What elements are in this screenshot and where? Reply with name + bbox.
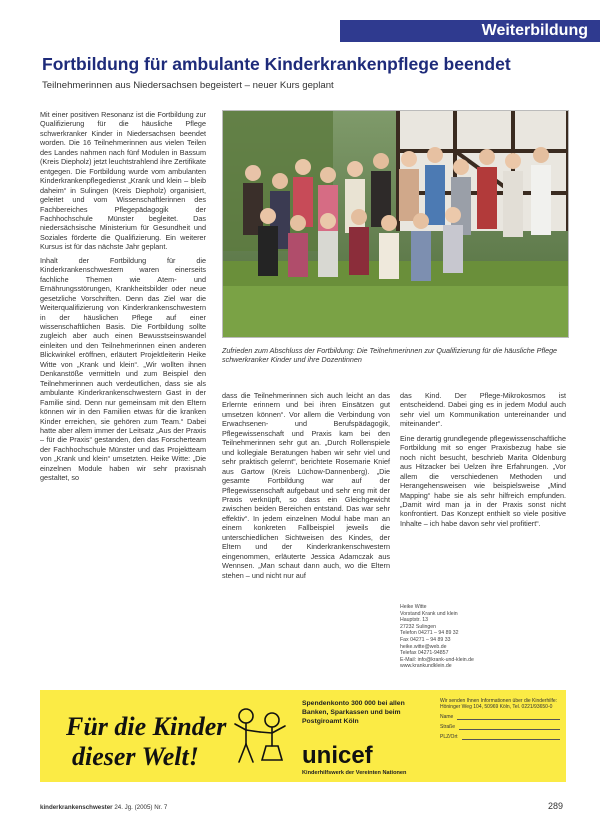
footer-journal [40, 804, 167, 811]
contact-line: E-Mail: info@krank-und-klein.de [400, 656, 474, 663]
coupon-field-city: PLZ/Ort [440, 730, 560, 740]
ad-slogan: dieser Welt! [72, 742, 199, 771]
coupon-field-name: Name [440, 710, 560, 720]
article-column-3 [400, 391, 566, 528]
photo-caption: Zufrieden zum Abschluss der Fortbildung: Die Teilnehmerinnen zur Qualifizierung für die häusliche Pflege schwerkranker Kinder und ihre Dozentinnen [222, 346, 558, 365]
body-paragraph: Eine derartig grundlegende pflegewissenschaftliche Fortbildung mit so enger Praxisbezug habe sie noch nicht besucht, beschrieb Marita Oldenburg aus Hitzacker bei Uelzen ihre Erfahrungen. „Vor allem die verschiedenen Methoden und Herangehensweisen wie beispielsweise „Mind Mapping“ habe sie als sehr hilfreich empfunden. „Damit wird man ja in der Praxis sonst nicht konfrontiert. Das Konzept enthielt so viele positive Inhalte – ich habe davon sehr viel profitiert“. [400, 433, 566, 528]
journal-name: kinderkrankenschwester [40, 804, 113, 811]
contact-line: Hauptstr. 13 [400, 617, 428, 624]
unicef-advertisement [40, 690, 566, 782]
section-label: Weiterbildung [340, 20, 600, 42]
contact-line: 27232 Sulingen [400, 623, 437, 630]
contact-line: heike.witte@web.de [400, 643, 447, 650]
page-number: 289 [548, 801, 564, 811]
article-subheadline: Teilnehmerinnen aus Niedersachsen begeistert – neuer Kurs geplant [42, 80, 334, 91]
coupon-intro: Wir senden Ihnen Informationen über die Kinderhilfe: Höninger Weg 104, 50969 Köln, Tel. 0221/93650-0 [440, 698, 558, 711]
coupon-form [440, 698, 560, 740]
contact-line: Vorstand Krank und klein [400, 610, 458, 617]
body-paragraph: Inhalt der Fortbildung für die Kinderkrankenschwestern waren einerseits fachliche Themen wie Atem- und Ernährungsstörungen, Krankheitsbilder oder neue gesetzliche Vorschriften. Denn das Ziel war die Weiterqualifizierung von Kinderkrankenschwestern in der häuslichen Pflege auf einer wissenschaftlichen Basis. Die Fortbildung sollte zugleich aber auch einen Bewusstseinswandel einleiten und den Teilnehmerinnen einen anderen Blickwinkel eröffnen, erläutert Projektleiterin Heike Witte von „Krank und klein“. „Wir wollten ihnen Denkanstöße vermitteln und zum Beispiel den Teilnehmerinnen auch verdeutlichen, dass sie als ambulante Kinderkrankenschwestern Gast in der Familie sind. Denn nur gemeinsam mit den Eltern können wir in den Familien etwas für die kranken Kinder erreichen, sie gehören zum Team.“ Dabei hatte aber allem immer der Leitsatz „Aus der Praxis – für die Praxis“ gestanden, den das Forscherteam der Fachhochschule Münster und das Projektteam von „Krank und klein“ umsetzten. Heike Witte: „Die einzelnen Module haben wir sehr praxisnah gestaltet, so [40, 255, 206, 483]
contact-line: Fax 04271 – 94 89 33 [400, 636, 451, 643]
coupon-field-street: Straße [440, 720, 560, 730]
contact-info [400, 604, 520, 670]
body-paragraph: Mit einer positiven Resonanz ist die Fortbildung zur Qualifizierung für die häusliche Pflege schwerkranker Kinder in Niedersachsen beendet worden. Die 16 Teilnehmerinnen aus vielen Teilen des Landes nahmen nach fünf Modulen in Bassum (Kreis Diepholz) jetzt leuchtstrahlend ihre Zertifikate entgegen. Die Fortbildung wurde vom ambulanten Kinderkrankenpflegedienst „Krank und klein – bleib daheim“ in Sulingen (Kreis Diepholz) organisiert, geleitet und vom Wissenschaftlerinnen des Fachbereiches Pflegepädagogik der Fachhochschule Münster begleitet. Das niedersächsische Ministerium für Gesundheit und Soziales förderte die Qualifizierung. Ein weiterer Kursus ist für das nächste Jahr geplant. [40, 110, 207, 252]
body-paragraph: dass die Teilnehmerinnen sich auch leicht an das Erlernte erinnern und bei ihren Einsätzen gut umsetzen können“. Vor allem die Verbindung von Erwachsenen- und Berufspädagogik, Pflegewissenschaft und Praxis kam bei den Teilnehmerinnen sehr gut an. „Durch Rollenspiele und kollegiale Beratungen haben wir sehr viel und sehr praktisch gelernt“, berichtete Rosemarie Knief aus Gartow (Kreis Lüchow-Dannenberg). „Die gesamte Fortbildung war auf der Pflegewissenschaft aufgebaut und sehr eng mit der Praxis verknüpft, so dass ein Gleichgewicht zwischen beiden Bereichen entstand. Das war sehr effektiv“. In jedem einzelnen Modul habe man an einem konkreten Fallbeispiel jeweils die unterschiedlichen Sichtweisen des Kindes, der Eltern und der Kinderkrankenschwestern eingenommen, erläuterte Jessica Adamczak aus Wennsen. „Man schaut dann auch, wo die Eltern stehen – und nicht nur auf [222, 391, 390, 580]
body-paragraph: das Kind. Der Pflege-Mikrokosmos ist entscheidend. Dabei ging es in jedem Modul auch sehr viel um Kommunikation untereinander und miteinander“. [400, 391, 566, 429]
contact-line: www.krankundklein.de [400, 663, 452, 670]
contact-line: Telefon 04271 – 94 89 32 [400, 630, 459, 637]
article-column-2 [222, 391, 390, 580]
article-headline: Fortbildung für ambulante Kinderkrankenpflege beendet [42, 54, 511, 74]
contact-line: Telefax 04271-94857 [400, 650, 449, 657]
contact-line: Heike Witte [400, 604, 427, 610]
unicef-logo: unicef [302, 742, 373, 769]
children-drawing-icon [230, 702, 290, 772]
donation-text: Spendenkonto 300 000 bei allen Banken, Sparkassen und beim Postgiroamt Köln [302, 700, 405, 725]
group-photo [222, 110, 569, 338]
unicef-logo-subtitle: Kinderhilfswerk der Vereinten Nationen [302, 770, 407, 776]
ad-slogan: Für die Kinder [66, 712, 227, 741]
group-photo-image [223, 111, 569, 338]
journal-issue: 24. Jg. (2005) Nr. 7 [114, 804, 168, 811]
